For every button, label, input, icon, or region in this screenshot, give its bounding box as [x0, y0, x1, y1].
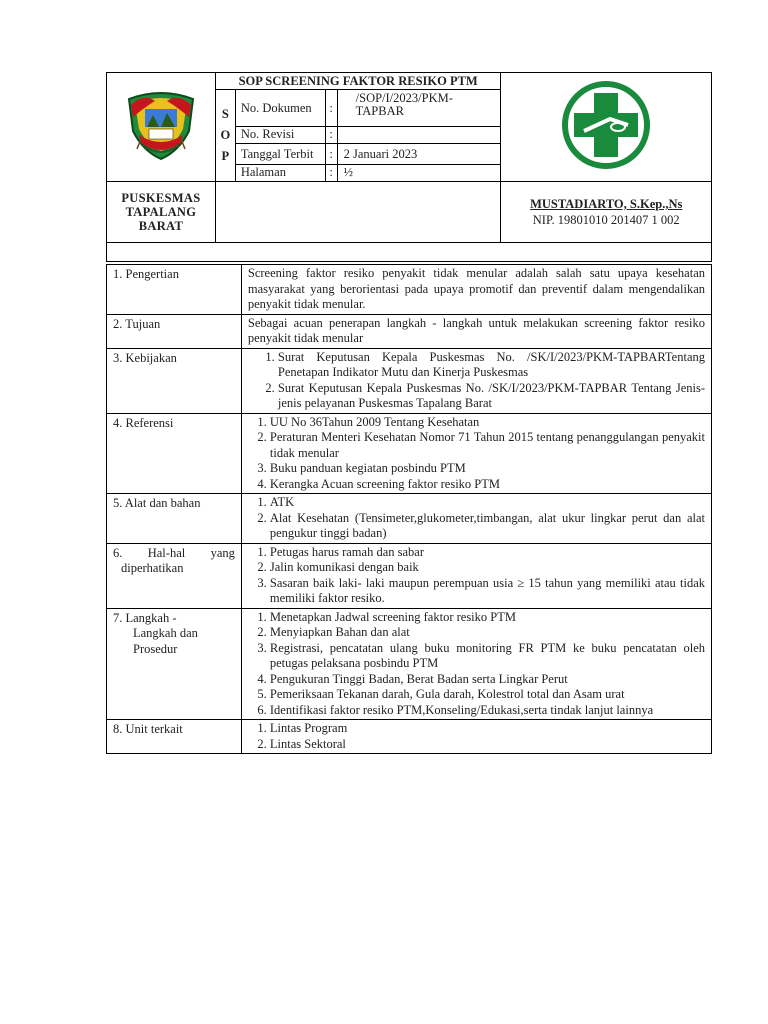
list-item: 1. Lintas Program — [270, 721, 705, 737]
list-item: 2. Alat Kesehatan (Tensimeter,glukometer,timbangan, alat ukur lingkar perut dan alat pengukur tinggi badan) — [270, 511, 705, 542]
sop-title: SOP SCREENING FAKTOR RESIKO PTM — [215, 73, 501, 90]
list-item: 1. Petugas harus ramah dan sabar — [270, 545, 705, 561]
puskesmas-cross-logo — [560, 79, 652, 171]
list-item: 3. Buku panduan kegiatan posbindu PTM — [270, 461, 705, 477]
sop-letter-s: S — [221, 107, 229, 121]
meta-label-revisi: No. Revisi — [235, 127, 325, 144]
section-row-pengertian — [107, 265, 712, 315]
regency-logo-cell — [107, 73, 216, 182]
sop-content-table — [106, 264, 712, 754]
org-name: PUSKESMAS TAPALANG BARAT — [107, 182, 216, 243]
sop-letters — [215, 90, 235, 182]
list-item: 5. Pemeriksaan Tekanan darah, Gula darah, Kolestrol total dan Asam urat — [270, 687, 705, 703]
signer-nip: NIP. 19801010 201407 1 002 — [532, 213, 680, 227]
sop-letter-o: O — [220, 128, 231, 142]
section-text: Screening faktor resiko penyakit tidak menular adalah salah satu upaya kesehatan masyarakat yang berorientasi pada upaya promotif dan preventif dalam mengendalikan penyakit tidak menular. — [241, 265, 711, 315]
section-row-kebijakan — [107, 348, 712, 413]
section-label: 5. Alat dan bahan — [107, 494, 242, 544]
sop-letter-p: P — [221, 149, 230, 163]
regency-crest-logo — [123, 87, 199, 163]
section-row-tujuan — [107, 314, 712, 348]
section-text: Sebagai acuan penerapan langkah - langkah untuk melakukan screening faktor resiko penyakit tidak menular — [241, 314, 711, 348]
signature-block — [501, 182, 712, 243]
section-list-cell — [241, 413, 711, 494]
section-list-cell — [241, 348, 711, 413]
list-item: 2. Lintas Sektoral — [270, 737, 705, 753]
meta-value-halaman: ½ — [337, 165, 501, 182]
list-item: 1. Menetapkan Jadwal screening faktor resiko PTM — [270, 610, 705, 626]
section-row-hal — [107, 543, 712, 608]
section-label: 4. Referensi — [107, 413, 242, 494]
list-item: 2. Jalin komunikasi dengan baik — [270, 560, 705, 576]
list-item: 3. Registrasi, pencatatan ulang buku monitoring FR PTM ke buku pencatatan oleh petugas pelaksana posbindu PTM — [270, 641, 705, 672]
section-label: 3. Kebijakan — [107, 348, 242, 413]
meta-label-tanggal: Tanggal Terbit — [235, 144, 325, 165]
list-item: 3. Sasaran baik laki- laki maupun perempuan usia ≥ 15 tahun yang memiliki atau tidak memiliki faktor resiko. — [270, 576, 705, 607]
meta-value-dokumen: /SOP/I/2023/PKM-TAPBAR — [337, 90, 501, 127]
header-spacer-row — [107, 243, 712, 262]
meta-label-dokumen: No. Dokumen — [235, 90, 325, 127]
section-row-unit — [107, 720, 712, 754]
list-item: 1. UU No 36Tahun 2009 Tentang Kesehatan — [270, 415, 705, 431]
signer-name: MUSTADIARTO, S.Kep.,Ns — [530, 197, 683, 211]
section-row-referensi — [107, 413, 712, 494]
list-item: 2. Peraturan Menteri Kesehatan Nomor 71 Tahun 2015 tentang penanggulangan penyakit tidak menular — [270, 430, 705, 461]
section-list-cell — [241, 720, 711, 754]
meta-colon: : — [325, 127, 337, 144]
meta-colon: : — [325, 144, 337, 165]
section-label: 7. Langkah - Langkah dan Prosedur — [107, 608, 242, 720]
list-item: 2. Surat Keputusan Kepala Puskesmas No. /SK/I/2023/PKM-TAPBAR Tentang Jenis-jenis pelayanan Puskesmas Tapalang Barat — [278, 381, 705, 412]
section-label: 6. Hal-hal yang diperhatikan — [107, 543, 242, 608]
section-row-langkah — [107, 608, 712, 720]
sop-header-table — [106, 72, 712, 262]
meta-value-tanggal: 2 Januari 2023 — [337, 144, 501, 165]
list-item: 1. Surat Keputusan Kepala Puskesmas No. /SK/I/2023/PKM-TAPBARTentang Penetapan Indikator Mutu dan Kinerja Puskesmas — [278, 350, 705, 381]
section-list-cell — [241, 494, 711, 544]
meta-colon: : — [325, 165, 337, 182]
meta-colon: : — [325, 90, 337, 127]
list-item: 4. Pengukuran Tinggi Badan, Berat Badan serta Lingkar Perut — [270, 672, 705, 688]
section-row-alat — [107, 494, 712, 544]
list-item: 6. Identifikasi faktor resiko PTM,Konseling/Edukasi,serta tindak lanjut lainnya — [270, 703, 705, 719]
header-blank-cell — [215, 182, 501, 243]
section-label: 8. Unit terkait — [107, 720, 242, 754]
meta-value-revisi — [337, 127, 501, 144]
meta-label-halaman: Halaman — [235, 165, 325, 182]
list-item: 1. ATK — [270, 495, 705, 511]
health-logo-cell — [501, 73, 712, 182]
section-list-cell — [241, 543, 711, 608]
section-label: 1. Pengertian — [107, 265, 242, 315]
section-label: 2. Tujuan — [107, 314, 242, 348]
section-list-cell — [241, 608, 711, 720]
list-item: 2. Menyiapkan Bahan dan alat — [270, 625, 705, 641]
list-item: 4. Kerangka Acuan screening faktor resiko PTM — [270, 477, 705, 493]
